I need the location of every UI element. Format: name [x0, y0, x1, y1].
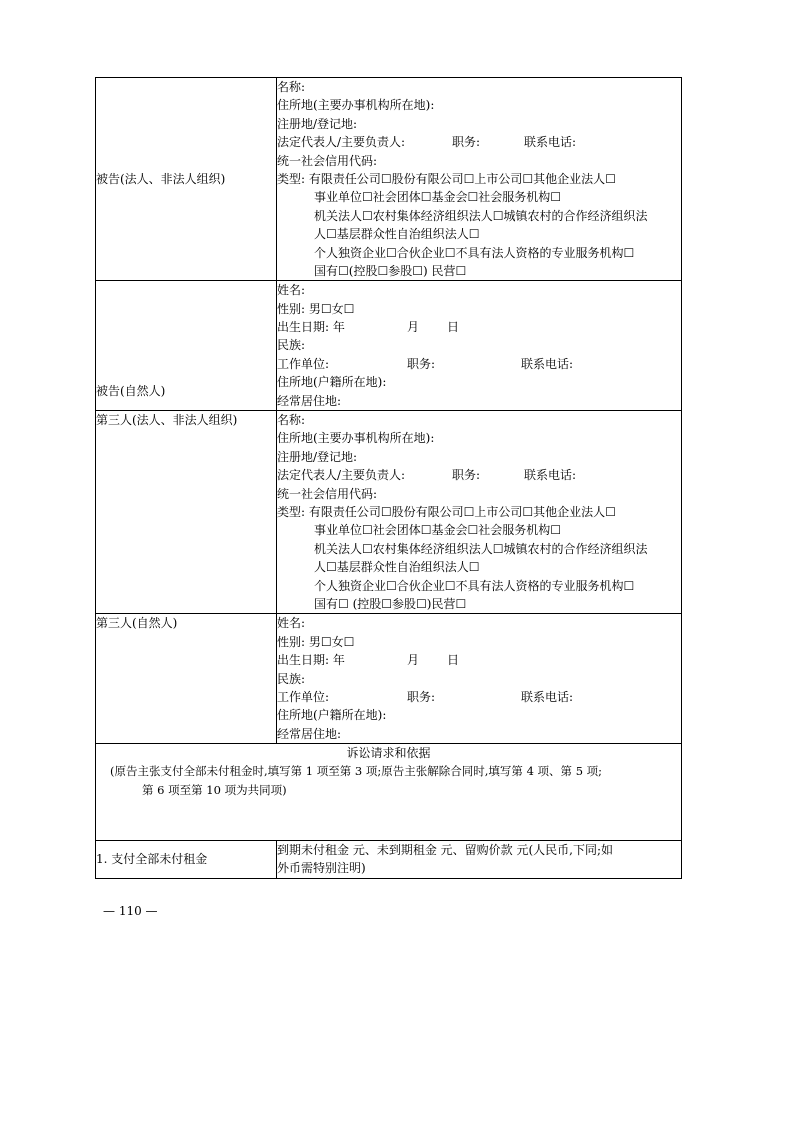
defendant-org-address: 住所地(主要办事机构所在地): — [277, 98, 435, 113]
defendant-org-label: 被告(法人、非法人组织) — [96, 171, 226, 186]
claims-title: 诉讼请求和依据 — [346, 746, 431, 761]
defendant-org-registered: 注册地/登记地: — [277, 116, 358, 131]
third-person-domicile: 住所地(户籍所在地): — [277, 708, 387, 723]
defendant-org-phone: 联系电话: — [524, 135, 577, 150]
claims-row — [96, 744, 682, 841]
defendant-org-type-5: 个人独资企业☐合伙企业☐不具有法人资格的专业服务机构☐ — [314, 245, 635, 260]
third-person-row — [96, 614, 682, 744]
third-person-birth-line — [277, 651, 681, 669]
third-person-work-line — [277, 688, 681, 706]
third-person-residence: 经常居住地: — [277, 726, 342, 741]
defendant-org-type-6: 国有☐(控股☐参股☐) 民营☐ — [314, 263, 467, 278]
item1-text-2: 外币需特别注明) — [277, 861, 366, 876]
claims-cell — [96, 744, 682, 841]
defendant-person-birth-year: 出生日期: 年 — [277, 320, 345, 335]
defendant-person-work-line — [277, 355, 681, 373]
item1-label: 1. 支付全部未付租金 — [96, 852, 208, 867]
defendant-person-residence: 经常居住地: — [277, 393, 342, 408]
defendant-person-fields — [277, 281, 682, 411]
third-org-type-1: 类型: 有限责任公司☐股份有限公司☐上市公司☐其他企业法人☐ — [277, 504, 616, 519]
third-person-fields — [277, 614, 682, 744]
third-org-type-4: 人☐基层群众性自治组织法人☐ — [314, 560, 480, 575]
defendant-person-birth-month: 月 — [407, 320, 420, 335]
defendant-org-type-1: 类型: 有限责任公司☐股份有限公司☐上市公司☐其他企业法人☐ — [277, 171, 616, 186]
third-org-name: 名称: — [277, 413, 306, 428]
third-org-type-5: 个人独资企业☐合伙企业☐不具有法人资格的专业服务机构☐ — [314, 578, 635, 593]
third-org-rep: 法定代表人/主要负责人: — [277, 468, 406, 483]
defendant-person-domicile: 住所地(户籍所在地): — [277, 375, 387, 390]
third-org-type-2: 事业单位☐社会团体☐基金会☐社会服务机构☐ — [314, 523, 562, 538]
defendant-person-birth-line — [277, 318, 681, 336]
defendant-org-rep: 法定代表人/主要负责人: — [277, 135, 406, 150]
third-org-type-3: 机关法人☐农村集体经济组织法人☐城镇农村的合作经济组织法 — [314, 541, 648, 556]
defendant-person-row — [96, 281, 682, 411]
third-person-gender: 性别: 男☐女☐ — [277, 634, 355, 649]
claims-note-2: 第 6 项至第 10 项为共同项) — [142, 782, 287, 797]
defendant-person-label-cell — [96, 281, 277, 411]
third-person-birth-year: 出生日期: 年 — [277, 653, 345, 668]
third-person-label: 第三人(自然人) — [96, 616, 178, 631]
defendant-person-workplace: 工作单位: — [277, 356, 330, 371]
defendant-org-type-3: 机关法人☐农村集体经济组织法人☐城镇农村的合作经济组织法 — [314, 208, 648, 223]
defendant-org-credit-code: 统一社会信用代码: — [277, 153, 378, 168]
third-person-birth-day: 日 — [447, 653, 460, 668]
third-org-type-6: 国有☐ (控股☐参股☐)民营☐ — [314, 596, 467, 611]
third-org-position: 职务: — [452, 468, 481, 483]
third-org-row — [96, 411, 682, 614]
third-person-phone: 联系电话: — [521, 689, 574, 704]
defendant-org-type-2: 事业单位☐社会团体☐基金会☐社会服务机构☐ — [314, 190, 562, 205]
defendant-person-gender: 性别: 男☐女☐ — [277, 301, 355, 316]
defendant-org-fields — [277, 78, 682, 281]
defendant-person-birth-day: 日 — [447, 320, 460, 335]
defendant-org-label-cell — [96, 78, 277, 281]
item1-row — [96, 841, 682, 879]
third-org-rep-line — [277, 466, 681, 484]
defendant-org-row — [96, 78, 682, 281]
defendant-org-name: 名称: — [277, 80, 306, 94]
defendant-person-label: 被告(自然人) — [96, 383, 166, 398]
item1-text-cell — [277, 841, 682, 879]
third-person-position: 职务: — [407, 689, 436, 704]
page-number: — 110 — — [103, 904, 158, 918]
item1-text-1: 到期未付租金 元、未到期租金 元、留购价款 元(人民币,下同;如 — [277, 843, 613, 858]
defendant-person-position: 职务: — [407, 356, 436, 371]
third-person-ethnicity: 民族: — [277, 671, 306, 686]
third-org-registered: 注册地/登记地: — [277, 449, 358, 464]
defendant-person-phone: 联系电话: — [521, 356, 574, 371]
third-org-label-cell — [96, 411, 277, 614]
third-person-birth-month: 月 — [407, 653, 420, 668]
third-person-label-cell — [96, 614, 277, 744]
defendant-person-name: 姓名: — [277, 283, 306, 298]
third-org-credit-code: 统一社会信用代码: — [277, 486, 378, 501]
third-org-address: 住所地(主要办事机构所在地): — [277, 431, 435, 446]
defendant-person-ethnicity: 民族: — [277, 338, 306, 353]
defendant-org-type-4: 人☐基层群众性自治组织法人☐ — [314, 227, 480, 242]
complaint-form-table — [95, 77, 682, 879]
third-person-workplace: 工作单位: — [277, 689, 330, 704]
third-org-fields — [277, 411, 682, 614]
item1-label-cell — [96, 841, 277, 879]
defendant-org-rep-line — [277, 133, 681, 151]
defendant-org-position: 职务: — [452, 135, 481, 150]
third-org-phone: 联系电话: — [524, 468, 577, 483]
claims-note-1: (原告主张支付全部未付租金时,填写第 1 项至第 3 项;原告主张解除合同时,填写第 4 项、第 5 项; — [110, 764, 603, 779]
third-org-label: 第三人(法人、非法人组织) — [96, 413, 238, 428]
third-person-name: 姓名: — [277, 616, 306, 631]
